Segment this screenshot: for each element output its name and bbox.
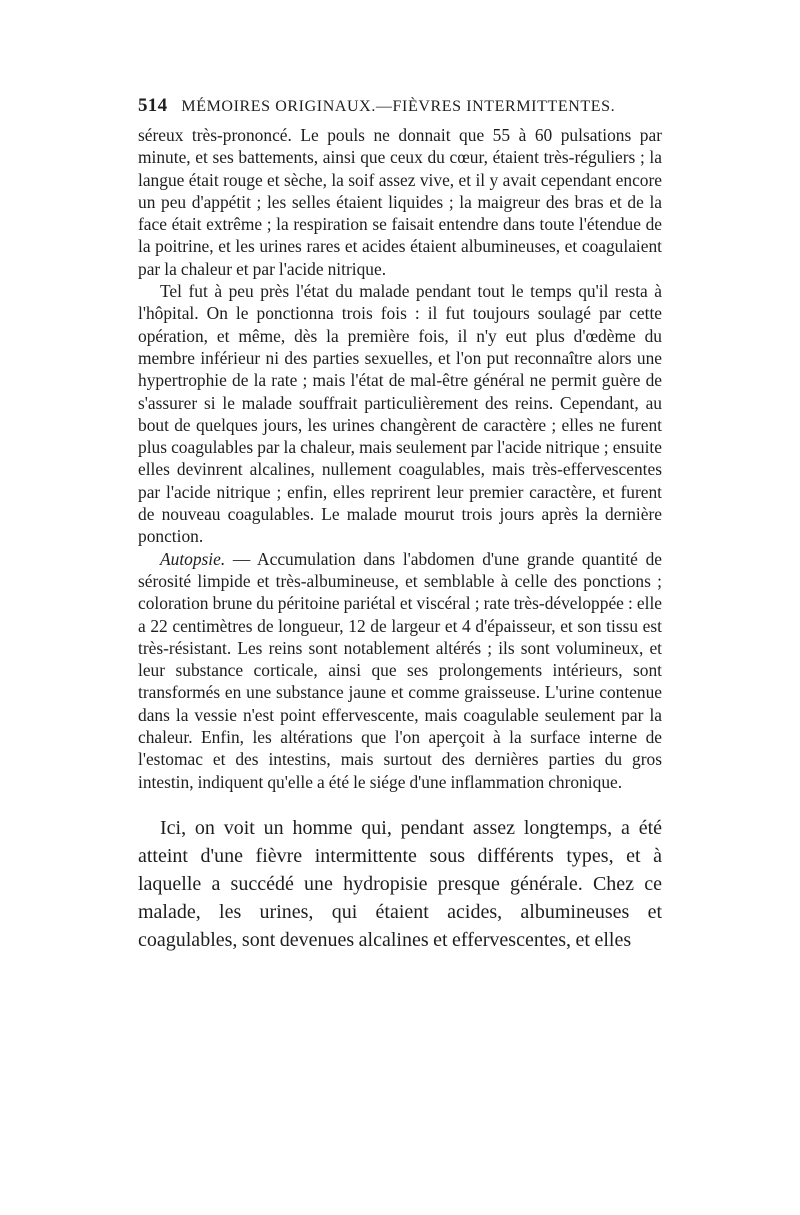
autopsy-heading: Autopsie.	[160, 548, 226, 569]
book-page	[138, 95, 662, 954]
paragraph-autopsy	[138, 548, 662, 793]
autopsy-text: — Accumulation dans l'abdomen d'une grande quantité de sérosité limpide et très-albumineuse, et semblable à celle des ponctions ; coloration brune du péritoine pariétal et viscéral ; rate très-développée : elle a 22 centimètres de longueur, 12 de largeur et 4 d'épaisseur, et son tissu est très-résistant. Les reins sont notablement altérés ; ils sont volumineux, et leur substance corticale, ainsi que ses prolongements intérieurs, sont transformés en une substance jaune et comme graisseuse. L'urine contenue dans la vessie n'est point effervescente, mais coagulable seulement par la chaleur. Enfin, les altérations que l'on aperçoit à la surface interne de l'estomac et des intestins, mais surtout des dernières parties du gros intestin, indiquent qu'elle a été le siége d'une inflammation chronique.	[138, 548, 662, 792]
running-title: MÉMOIRES ORIGINAUX.—FIÈVRES INTERMITTENTES.	[181, 98, 616, 115]
paragraph-commentary: Ici, on voit un homme qui, pendant assez longtemps, a été atteint d'une fièvre intermittente sous différents types, et à laquelle a succédé une hydropisie presque générale. Chez ce malade, les urines, qui étaient acides, albumineuses et coagulables, sont devenues alcalines et effervescentes, et elles	[138, 816, 662, 951]
paragraph-symptoms: séreux très-prononcé. Le pouls ne donnait que 55 à 60 pulsations par minute, et ses battements, ainsi que ceux du cœur, étaient très-réguliers ; la langue était rouge et sèche, la soif assez vive, et il y avait cependant encore un peu d'appétit ; les selles étaient liquides ; la maigreur des bras et de la face était extrême ; la respiration se faisait entendre dans toute l'étendue de la poitrine, et les urines rares et acides étaient albumineuses, et coagulaient par la chaleur et par l'acide nitrique.	[138, 125, 662, 279]
running-head	[138, 95, 662, 118]
page-number: 514	[138, 95, 168, 116]
paragraph-hospital-course: Tel fut à peu près l'état du malade pendant tout le temps qu'il resta à l'hôpital. On le ponctionna trois fois : il fut toujours soulagé par cette opération, et même, dès la première fois, il n'y eut plus d'œdème du membre inférieur ni des parties sexuelles, et l'on put reconnaître alors une hypertrophie de la rate ; mais l'état de mal-être général ne permit guère de s'assurer si le malade souffrait particulièrement des reins. Cependant, au bout de quelques jours, les urines changèrent de caractère ; elles ne furent plus coagulables par la chaleur, mais seulement par l'acide nitrique ; ensuite elles devinrent alcalines, nullement coagulables, mais très-effervescentes par l'acide nitrique ; enfin, elles reprirent leur premier caractère, et furent de nouveau coagulables. Le malade mourut trois jours après la dernière ponction.	[138, 281, 662, 547]
